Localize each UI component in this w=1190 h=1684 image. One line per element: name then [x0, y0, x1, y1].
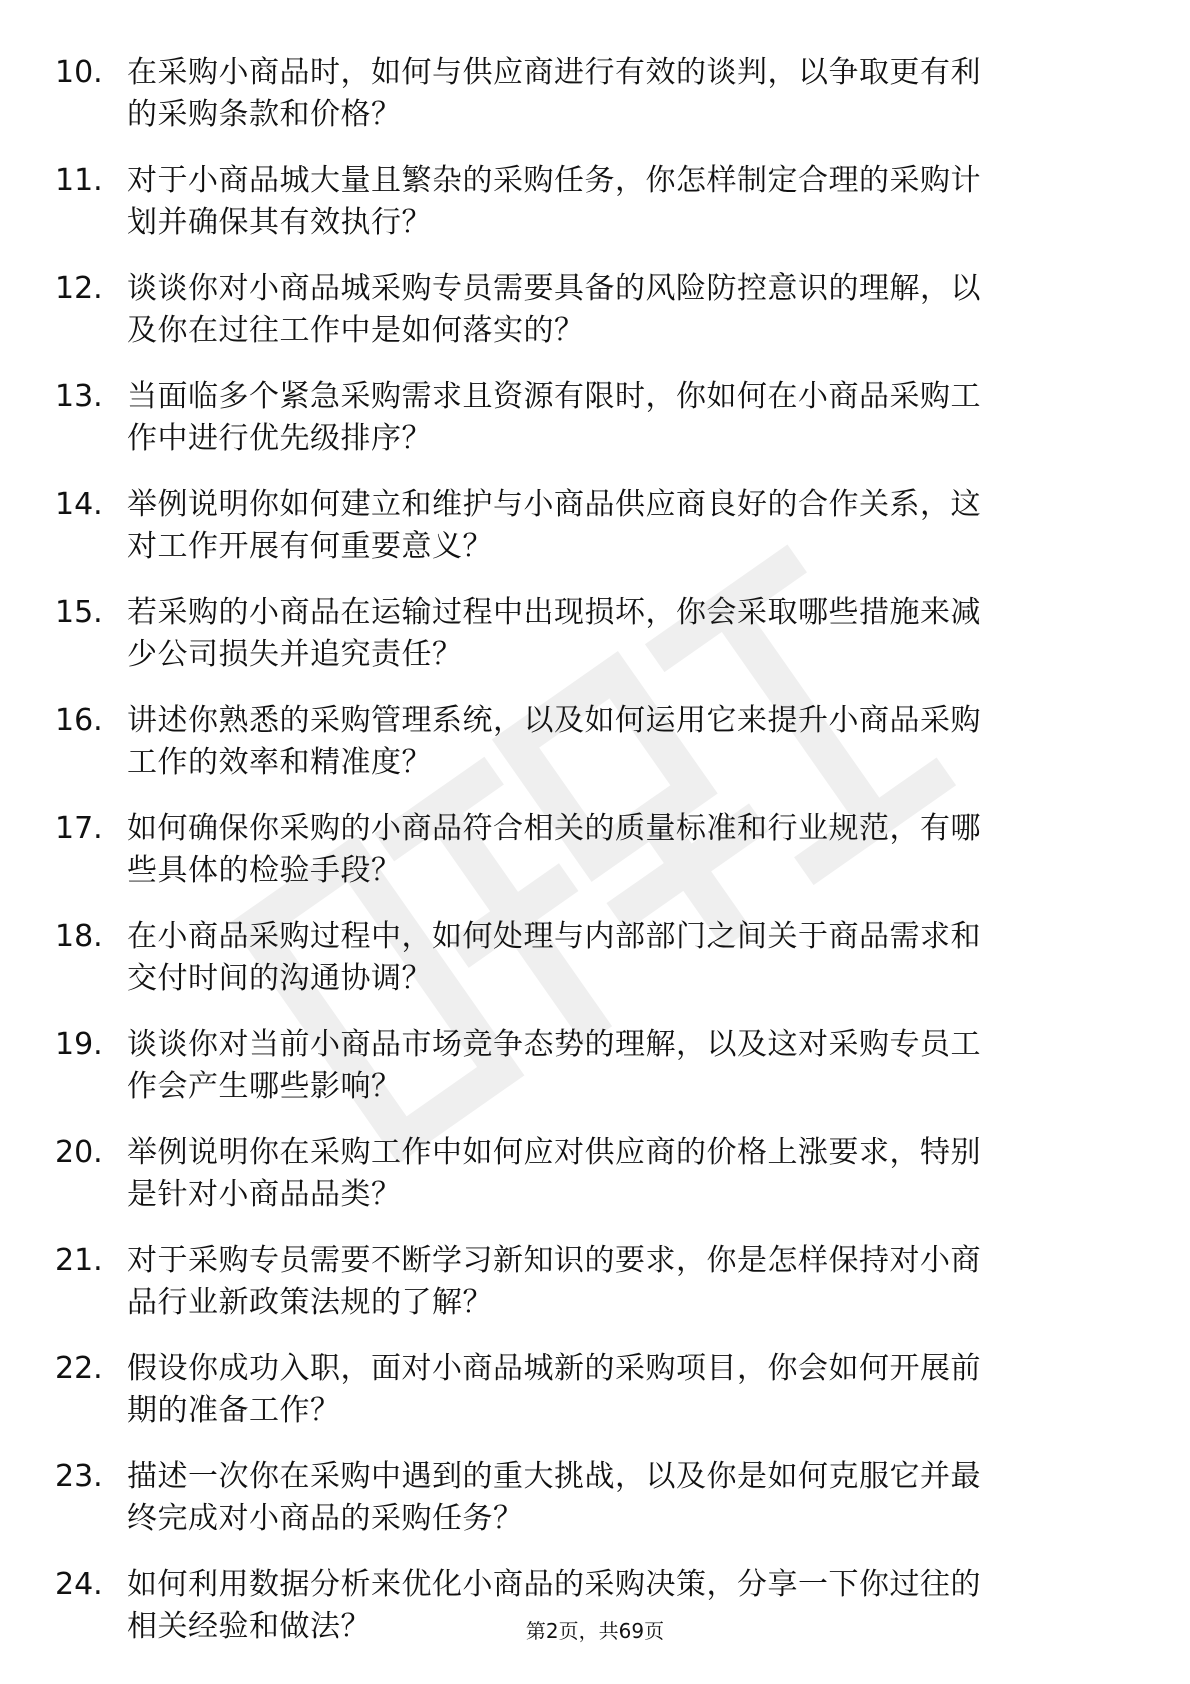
- question-text: [127, 268, 1127, 352]
- question-item: [0, 1024, 1190, 1132]
- question-item: [0, 916, 1190, 1024]
- question-text-line: 对于小商品城大量且繁杂的采购任务，你怎样制定合理的采购计: [127, 163, 981, 198]
- question-text-line: 划并确保其有效执行？: [127, 205, 432, 240]
- question-text-line: 讲述你熟悉的采购管理系统，以及如何运用它来提升小商品采购: [127, 703, 981, 738]
- question-text-line: 期的准备工作？: [127, 1393, 341, 1428]
- question-text: [127, 484, 1127, 568]
- question-text-line: 交付时间的沟通协调？: [127, 961, 432, 996]
- question-text-line: 若采购的小商品在运输过程中出现损坏，你会采取哪些措施来减: [127, 595, 981, 630]
- question-text: [127, 916, 1127, 1000]
- question-text-line: 如何确保你采购的小商品符合相关的质量标准和行业规范，有哪: [127, 811, 981, 846]
- question-text-line: 及你在过往工作中是如何落实的？: [127, 313, 585, 348]
- question-item: [0, 52, 1190, 160]
- question-text-line: 作会产生哪些影响？: [127, 1069, 402, 1104]
- question-number: 20.: [55, 1135, 103, 1170]
- question-item: [0, 700, 1190, 808]
- question-text: [127, 376, 1127, 460]
- question-text: [127, 1240, 1127, 1324]
- question-number: 12.: [55, 271, 103, 306]
- question-text: [127, 1132, 1127, 1216]
- question-item: [0, 1240, 1190, 1348]
- page-indicator: 第2页，共69页: [525, 1619, 665, 1643]
- question-number: 11.: [55, 163, 103, 198]
- question-item: [0, 376, 1190, 484]
- question-text: [127, 808, 1127, 892]
- question-text: [127, 1456, 1127, 1540]
- question-number: 22.: [55, 1351, 103, 1386]
- question-number: 17.: [55, 811, 103, 846]
- question-text: [127, 700, 1127, 784]
- question-text-line: 作中进行优先级排序？: [127, 421, 432, 456]
- question-number: 16.: [55, 703, 103, 738]
- question-text: [127, 52, 1127, 136]
- question-text-line: 在小商品采购过程中，如何处理与内部部门之间关于商品需求和: [127, 919, 981, 954]
- question-text-line: 举例说明你如何建立和维护与小商品供应商良好的合作关系，这: [127, 487, 981, 522]
- question-text-line: 品行业新政策法规的了解？: [127, 1285, 493, 1320]
- question-text-line: 是针对小商品品类？: [127, 1177, 402, 1212]
- question-item: [0, 1132, 1190, 1240]
- question-text-line: 如何利用数据分析来优化小商品的采购决策，分享一下你过往的: [127, 1567, 981, 1602]
- question-number: 19.: [55, 1027, 103, 1062]
- question-list: [0, 52, 1190, 1672]
- question-text: [127, 160, 1127, 244]
- question-text: [127, 592, 1127, 676]
- page-footer: [0, 1618, 1190, 1644]
- question-number: 15.: [55, 595, 103, 630]
- question-item: [0, 160, 1190, 268]
- question-text-line: 谈谈你对当前小商品市场竞争态势的理解，以及这对采购专员工: [127, 1027, 981, 1062]
- question-text-line: 对于采购专员需要不断学习新知识的要求，你是怎样保持对小商: [127, 1243, 981, 1278]
- question-text: [127, 1348, 1127, 1432]
- question-text-line: 的采购条款和价格？: [127, 97, 402, 132]
- question-text: [127, 1024, 1127, 1108]
- question-item: [0, 268, 1190, 376]
- question-number: 10.: [55, 55, 103, 90]
- question-text-line: 假设你成功入职，面对小商品城新的采购项目，你会如何开展前: [127, 1351, 981, 1386]
- question-number: 24.: [55, 1567, 103, 1602]
- question-number: 21.: [55, 1243, 103, 1278]
- question-number: 23.: [55, 1459, 103, 1494]
- question-number: 13.: [55, 379, 103, 414]
- question-text-line: 谈谈你对小商品城采购专员需要具备的风险防控意识的理解，以: [127, 271, 981, 306]
- question-item: [0, 1348, 1190, 1456]
- question-item: [0, 484, 1190, 592]
- question-text-line: 少公司损失并追究责任？: [127, 637, 463, 672]
- question-text-line: 对工作开展有何重要意义？: [127, 529, 493, 564]
- question-text-line: 描述一次你在采购中遇到的重大挑战，以及你是如何克服它并最: [127, 1459, 981, 1494]
- question-text-line: 当面临多个紧急采购需求且资源有限时，你如何在小商品采购工: [127, 379, 981, 414]
- question-item: [0, 592, 1190, 700]
- question-text-line: 在采购小商品时，如何与供应商进行有效的谈判，以争取更有利: [127, 55, 981, 90]
- question-number: 14.: [55, 487, 103, 522]
- question-text-line: 终完成对小商品的采购任务？: [127, 1501, 524, 1536]
- question-number: 18.: [55, 919, 103, 954]
- question-text-line: 举例说明你在采购工作中如何应对供应商的价格上涨要求，特别: [127, 1135, 981, 1170]
- question-text-line: 相关经验和做法？: [127, 1609, 371, 1644]
- question-item: [0, 808, 1190, 916]
- question-text-line: 工作的效率和精准度？: [127, 745, 432, 780]
- question-item: [0, 1456, 1190, 1564]
- question-text-line: 些具体的检验手段？: [127, 853, 402, 888]
